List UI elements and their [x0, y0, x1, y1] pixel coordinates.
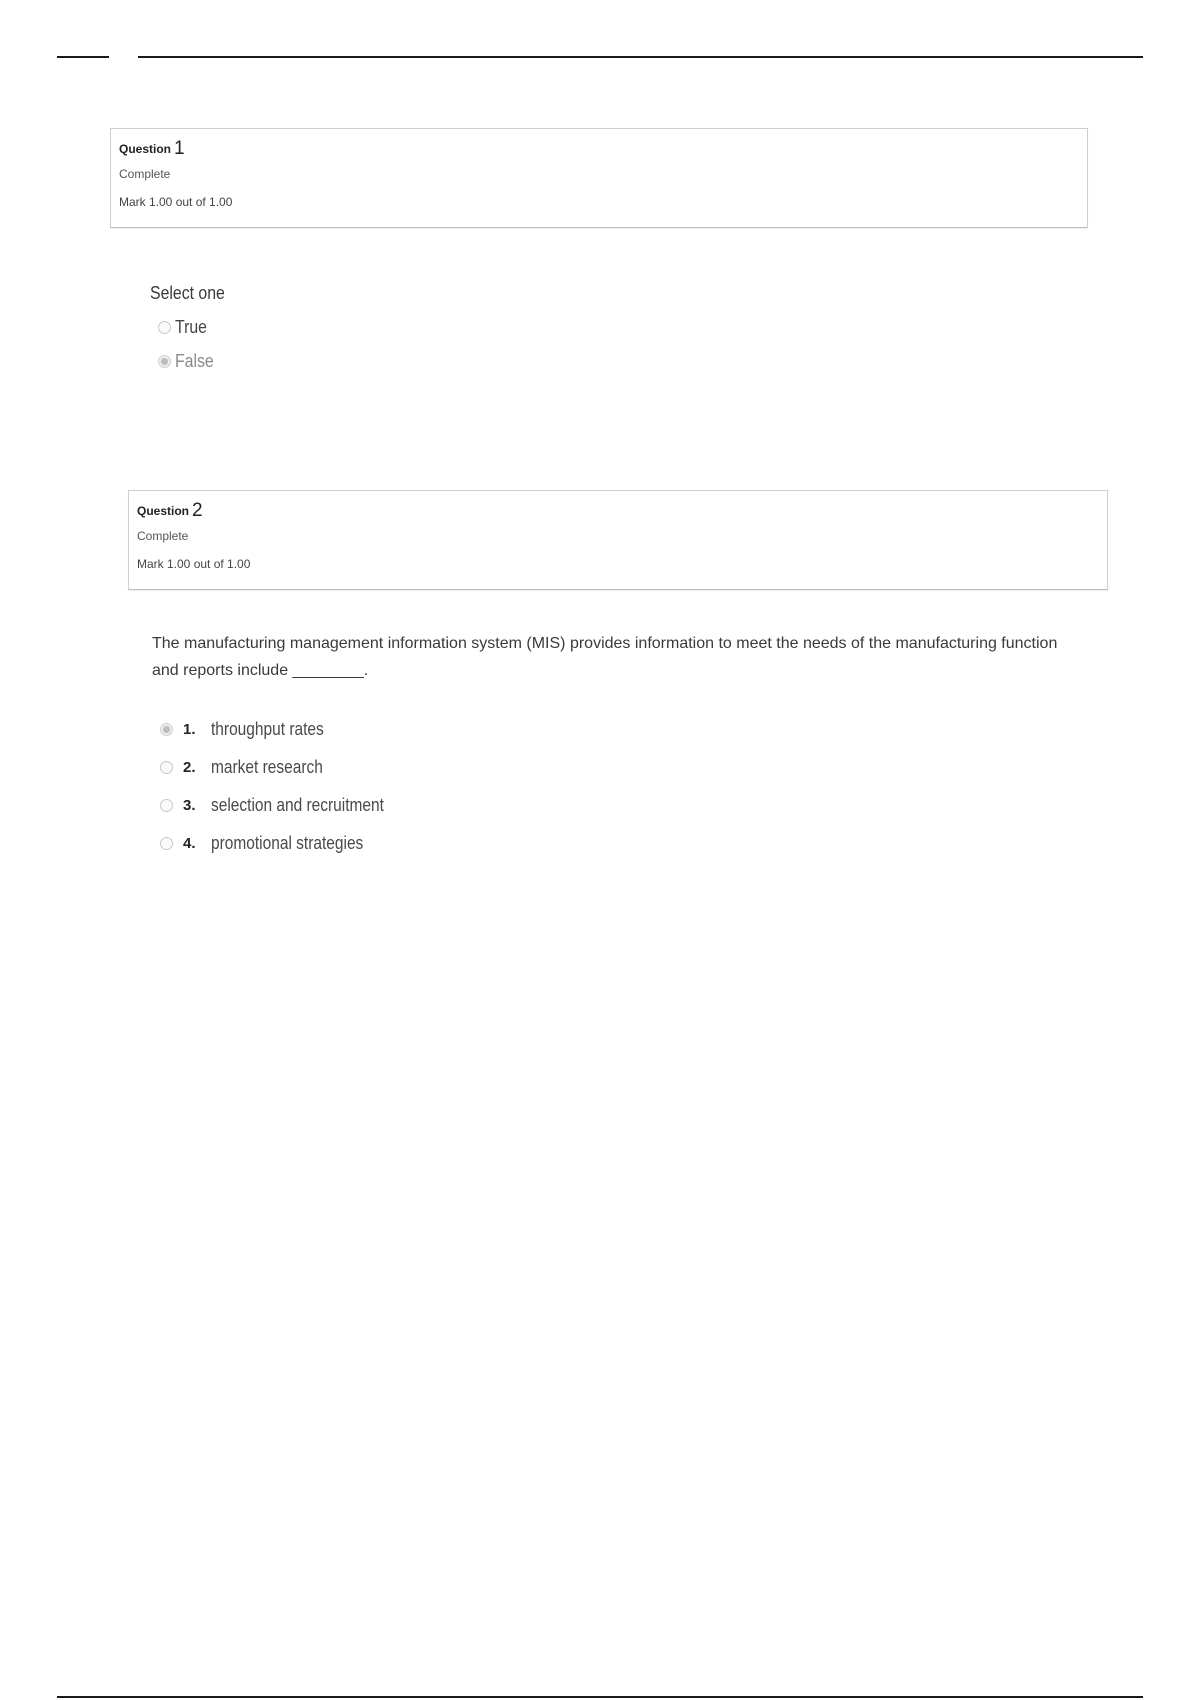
- option-number: 2.: [183, 758, 196, 776]
- question-2-option-2[interactable]: [160, 748, 412, 786]
- question-1-grade: Mark 1.00 out of 1.00: [119, 195, 233, 209]
- question-1-number: [119, 139, 1087, 161]
- option-label: promotional strategies: [211, 832, 364, 853]
- header-rule-short: [57, 56, 109, 58]
- question-1-prompt: Select one: [150, 283, 225, 303]
- option-label: selection and recruitment: [211, 794, 384, 815]
- radio-unchecked-icon[interactable]: [158, 321, 171, 334]
- radio-checked-icon[interactable]: [160, 723, 173, 736]
- question-1-option-true[interactable]: [158, 310, 235, 344]
- question-1-word: Question: [119, 142, 172, 156]
- question-2-state: Complete: [137, 529, 189, 543]
- footer-rule: [57, 1696, 1143, 1698]
- option-label: market research: [211, 756, 323, 777]
- question-2-option-4[interactable]: [160, 824, 412, 862]
- option-number: 4.: [183, 834, 196, 852]
- question-1-body: [150, 280, 235, 378]
- question-2-number: [137, 501, 1107, 523]
- question-2-option-1[interactable]: [160, 710, 412, 748]
- question-2-text: The manufacturing management information system (MIS) provides information to meet the needs of the manufacturing function and reports include ________.: [152, 635, 1058, 679]
- radio-unchecked-icon[interactable]: [160, 837, 173, 850]
- option-label: True: [175, 316, 207, 337]
- option-label: throughput rates: [211, 718, 324, 739]
- header-rule-long: [138, 56, 1143, 58]
- question-1-state: Complete: [119, 167, 171, 181]
- question-1-num: 1: [174, 138, 185, 159]
- radio-unchecked-icon[interactable]: [160, 799, 173, 812]
- option-number: 3.: [183, 796, 196, 814]
- radio-unchecked-icon[interactable]: [160, 761, 173, 774]
- question-2-word: Question: [137, 504, 190, 518]
- question-2-option-3[interactable]: [160, 786, 412, 824]
- question-1-option-false[interactable]: [158, 344, 235, 378]
- option-number: 1.: [183, 720, 196, 738]
- question-2-info: [128, 490, 1108, 590]
- option-label: False: [175, 350, 214, 371]
- radio-checked-icon[interactable]: [158, 355, 171, 368]
- question-2-num: 2: [192, 500, 203, 521]
- question-2-grade: Mark 1.00 out of 1.00: [137, 557, 251, 571]
- question-2-options: [160, 710, 412, 862]
- question-1-info: [110, 128, 1088, 228]
